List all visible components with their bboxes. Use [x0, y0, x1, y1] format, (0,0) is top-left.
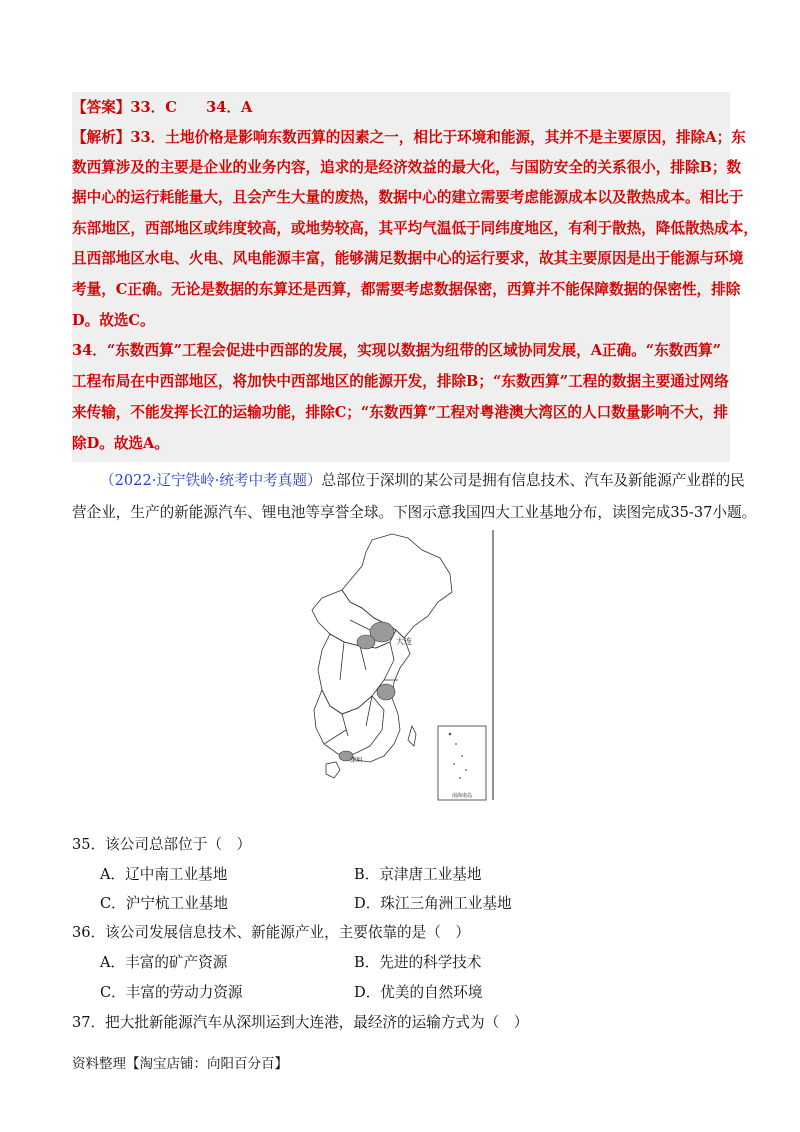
analysis-line-11: 除D。故选A。	[72, 435, 169, 452]
question-35-stem: 35．该公司总部位于（ ）	[72, 836, 252, 853]
analysis-line-1: 【解析】33．土地价格是影响东数西算的因素之一，相比于环境和能源，其并不是主要原因，排除A；东	[72, 129, 746, 146]
q36-option-c[interactable]: C．丰富的劳动力资源	[100, 984, 243, 1001]
q35-option-c[interactable]: C．沪宁杭工业基地	[100, 895, 228, 912]
central-outline	[318, 634, 394, 714]
analysis-line-2: 数西算涉及的主要是企业的业务内容，追求的是经济效益的最大化，与国防安全的关系很小，排除B；数	[72, 159, 742, 176]
china-industrial-bases-map	[300, 530, 500, 808]
q35-option-a[interactable]: A．辽中南工业基地	[100, 866, 228, 883]
q36-option-d[interactable]: D．优美的自然环境	[354, 984, 483, 1001]
q36-option-b[interactable]: B．先进的科学技术	[354, 954, 482, 971]
q35-option-b[interactable]: B．京津唐工业基地	[354, 866, 482, 883]
analysis-line-7: D。故选C。	[72, 312, 155, 329]
analysis-line-5: 且西部地区水电、火电、风电能源丰富，能够满足数据中心的运行要求，故其主要原因是出于能源与环境	[72, 250, 744, 267]
inset-label: 南海诸岛	[452, 793, 473, 799]
south-sea-inset	[438, 726, 486, 800]
question-source: （2022·辽宁铁岭·统考中考真题）	[100, 472, 322, 489]
answer-line: 【答案】33．C 34．A	[72, 99, 253, 116]
analysis-line-8: 34．“东数西算”工程会促进中西部的发展，实现以数据为纽带的区域协同发展，A正确。“东数西算”	[72, 342, 721, 359]
q36-option-a[interactable]: A．丰富的矿产资源	[100, 954, 228, 971]
jingjintang-base	[357, 635, 375, 649]
dalian-label: 大连	[396, 637, 412, 646]
intro-text-1: 总部位于深圳的某公司是拥有信息技术、汽车及新能源产业群的民	[321, 472, 745, 489]
hainan-outline	[326, 762, 340, 778]
question-37-stem: 37．把大批新能源汽车从深圳运到大连港，最经济的运输方式为（ ）	[72, 1014, 529, 1031]
analysis-line-9: 工程布局在中西部地区，将加快中西部地区的能源开发，排除B；“东数西算”工程的数据主要通过网络	[72, 373, 729, 390]
shenzhen-label: 深圳	[350, 757, 363, 764]
analysis-line-4: 东部地区，西部地区或纬度较高，或地势较高，其平均气温低于同纬度地区，有利于散热，降低散热成本，	[72, 220, 758, 237]
south-outline	[314, 690, 384, 754]
taiwan-outline	[408, 726, 416, 746]
q35-option-d[interactable]: D．珠江三角洲工业基地	[354, 895, 512, 912]
analysis-line-6: 考量，C正确。无论是数据的东算还是西算，都需要考虑数据保密，西算并不能保障数据的保密性，排除	[72, 281, 741, 298]
northeast-outline	[342, 534, 452, 638]
analysis-line-10: 来传输，不能发挥长江的运输功能，排除C；“东数西算”工程对粤港澳大湾区的人口数量影响不大，排	[72, 404, 728, 421]
page-footer: 资料整理【淘宝店铺：向阳百分百】	[72, 1056, 288, 1072]
intro-line-2: 营企业，生产的新能源汽车、锂电池等享誉全球。下图示意我国四大工业基地分布，读图完成35-37小题。	[72, 504, 757, 521]
intro-line-1	[100, 471, 745, 491]
analysis-line-3: 据中心的运行耗能量大，且会产生大量的废热，数据中心的建立需要考虑能源成本以及散热成本。相比于	[72, 189, 744, 206]
huningxing-base	[377, 684, 395, 700]
question-36-stem: 36．该公司发展信息技术、新能源产业，主要依靠的是（ ）	[72, 924, 471, 941]
